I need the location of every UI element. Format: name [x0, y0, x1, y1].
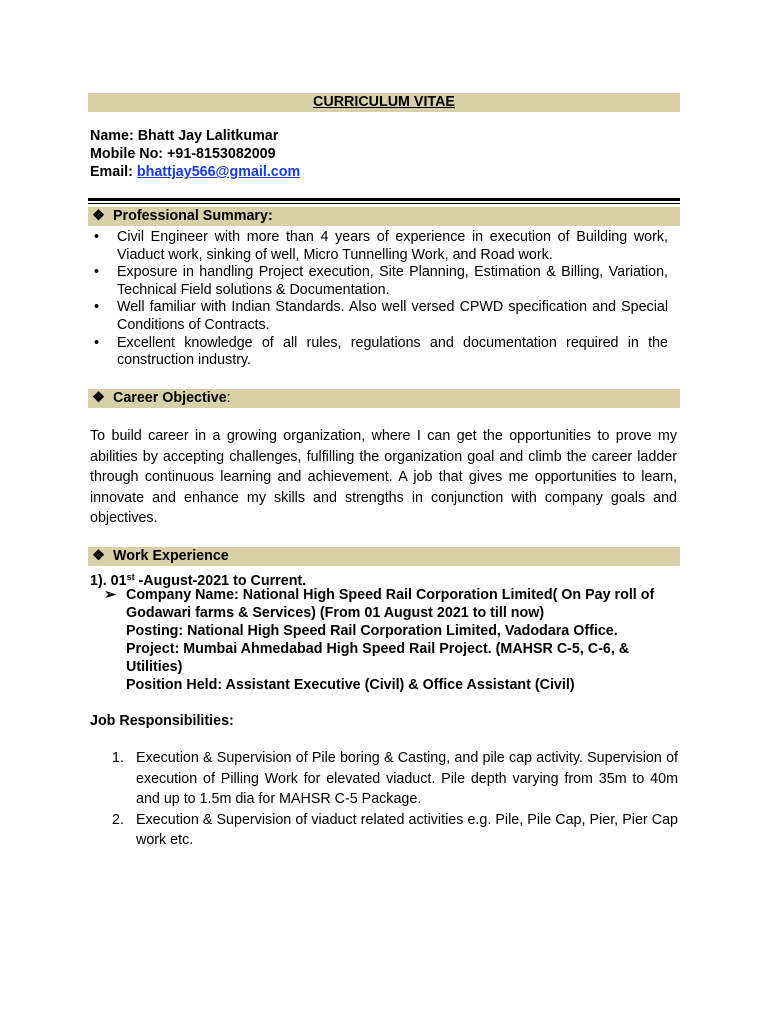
- responsibilities-list: [112, 748, 678, 851]
- responsibility-item: 1. Execution & Supervision of Pile boring & Casting, and pile cap activity. Supervision of execution of Pilling Work for elevated viaduct. Pile depth varying from 35m to 40m and up to 1.5m dia for MAHSR C-5 Package.: [112, 750, 678, 807]
- mobile-value: +91-8153082009: [167, 146, 276, 162]
- bullet-dot-icon: •: [94, 264, 100, 281]
- bullet-dot-icon: •: [94, 299, 100, 316]
- summary-item: • Well familiar with Indian Standards. Also well versed CPWD specification and Special Conditions of Contracts.: [94, 299, 668, 333]
- experience-entry-date: 1). 01st -August-2021 to Current.: [90, 572, 307, 589]
- job-responsibilities-heading: Job Responsibilities:: [90, 713, 234, 729]
- mobile-label: Mobile No:: [90, 146, 164, 162]
- section-summary-header: [88, 207, 680, 226]
- separator-thin: [88, 203, 680, 204]
- position-held: Position Held: Assistant Executive (Civil) & Office Assistant (Civil): [126, 677, 575, 693]
- page-title: CURRICULUM VITAE: [313, 94, 455, 110]
- arrow-bullet-icon: ➢: [104, 587, 116, 603]
- title-band: [88, 93, 680, 112]
- name-value: Bhatt Jay Lalitkumar: [137, 128, 279, 144]
- section-experience-title: Work Experience: [113, 548, 229, 564]
- summary-item: • Exposure in handling Project execution, Site Planning, Estimation & Billing, Variation, Technical Field solutions & Documentation.: [94, 264, 668, 298]
- diamond-bullet-icon: ❖: [92, 390, 105, 406]
- diamond-bullet-icon: ❖: [92, 548, 105, 564]
- name-label: Name:: [90, 128, 134, 144]
- bullet-dot-icon: •: [94, 334, 100, 351]
- email-line: [90, 163, 300, 181]
- objective-text: To build career in a growing organization, where I can get the opportunities to prove my abilities by accepting challenges, fulfilling the organization goal and climb the career ladder through continuous learning and achievement. A job that gives me opportunities to learn, innovate and enhance my skills and strengths in conjunction with company goals and objectives.: [90, 428, 677, 526]
- section-objective-header: [88, 389, 680, 408]
- summary-item: • Civil Engineer with more than 4 years of experience in execution of Building work, Viaduct work, sinking of well, Micro Tunnelling Work, and Road work.: [94, 229, 668, 263]
- summary-list: [88, 229, 668, 370]
- company-name: Company Name: National High Speed Rail Corporation Limited( On Pay roll of Godawari farms & Services) (From 01 August 2021 to till now): [126, 587, 655, 621]
- name-line: [90, 127, 278, 145]
- mobile-line: [90, 145, 276, 163]
- section-objective-title: Career Objective:: [113, 390, 231, 406]
- responsibility-item: 2. Execution & Supervision of viaduct related activities e.g. Pile, Pile Cap, Pier, Pier Cap work etc.: [112, 811, 678, 848]
- section-experience-header: [88, 547, 680, 566]
- bullet-dot-icon: •: [94, 229, 100, 245]
- email-link[interactable]: bhattjay566@gmail.com: [136, 164, 301, 180]
- posting: Posting: National High Speed Rail Corporation Limited, Vadodara Office.: [126, 623, 618, 639]
- diamond-bullet-icon: ❖: [92, 208, 105, 224]
- separator-thick: [88, 198, 680, 201]
- email-label: Email:: [90, 164, 133, 180]
- summary-item: • Excellent knowledge of all rules, regulations and documentation required in the construction industry.: [94, 334, 668, 369]
- section-summary-title: Professional Summary:: [113, 208, 273, 224]
- project: Project: Mumbai Ahmedabad High Speed Rail Project. (MAHSR C-5, C-6, & Utilities): [126, 641, 630, 675]
